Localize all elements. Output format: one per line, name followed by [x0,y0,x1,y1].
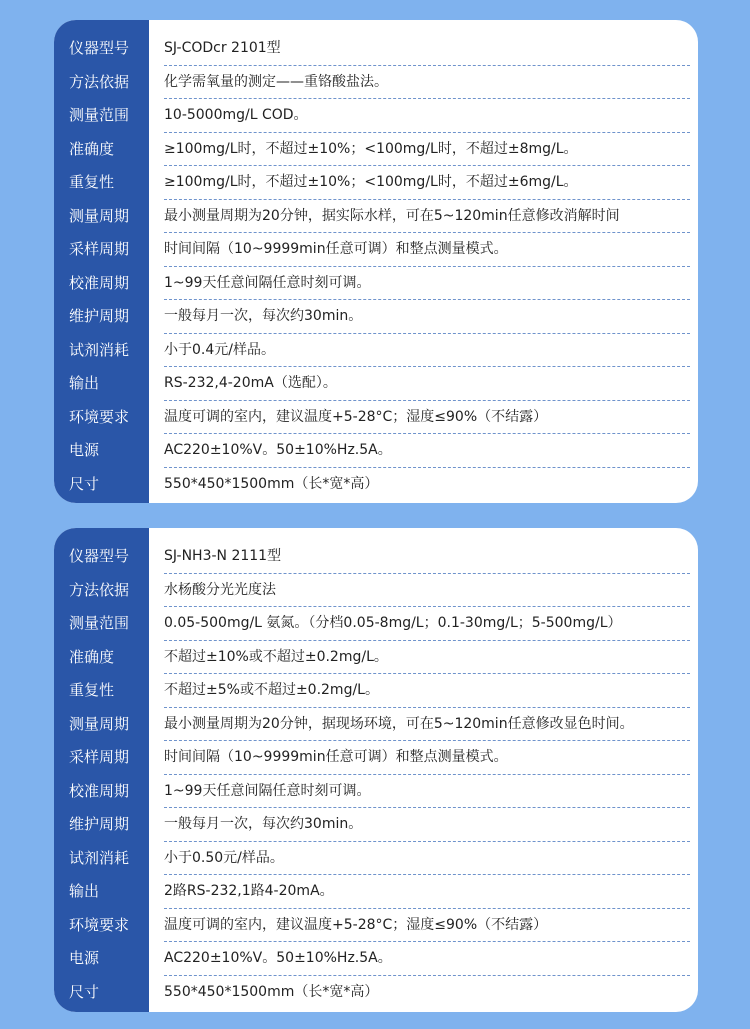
spec-label: 仪器型号 [69,547,130,565]
spec-value: 一般每月一次，每次约30min。 [164,300,690,334]
spec-card-codcr [54,20,698,503]
spec-label: 环境要求 [69,915,130,934]
spec-value: 550*450*1500mm（长*宽*高） [164,475,379,492]
spec-label: 输出 [69,374,100,392]
spec-label: 重复性 [69,681,115,699]
spec-label: 环境要求 [69,407,130,426]
spec-value: 时间间隔（10~9999min任意可调）和整点测量模式。 [164,741,690,775]
spec-value: 550*450*1500mm（长*宽*高） [164,983,379,1000]
spec-value: RS-232,4-20mA（选配）。 [164,367,690,401]
spec-label: 试剂消耗 [69,848,130,867]
spec-value: 最小测量周期为20分钟，据实际水样，可在5~120min任意修改消解时间 [164,200,690,234]
spec-label: 电源 [69,441,100,459]
spec-value: ≥100mg/L时，不超过±10%；<100mg/L时，不超过±8mg/L。 [164,133,690,167]
spec-label: 方法依据 [69,72,130,91]
spec-label: 尺寸 [69,474,100,493]
spec-value: 小于0.50元/样品。 [164,842,690,876]
spec-value: 一般每月一次，每次约30min。 [164,808,690,842]
spec-label: 测量范围 [69,106,130,124]
spec-label-column [54,528,149,1012]
spec-value: 时间间隔（10~9999min任意可调）和整点测量模式。 [164,233,690,267]
spec-value: 不超过±10%或不超过±0.2mg/L。 [164,641,690,675]
spec-label: 输出 [69,882,100,900]
spec-value: 2路RS-232,1路4-20mA。 [164,875,690,909]
spec-label: 试剂消耗 [69,340,130,359]
spec-value: 水杨酸分光光度法 [164,574,690,608]
spec-value: AC220±10%V。50±10%Hz.5A。 [164,942,690,976]
spec-label: 采样周期 [69,748,130,766]
spec-label: 校准周期 [69,781,130,800]
spec-value: 0.05-500mg/L 氨氮。（分档0.05-8mg/L；0.1-30mg/L；5-500mg/L） [164,607,690,641]
spec-value: 不超过±5%或不超过±0.2mg/L。 [164,674,690,708]
spec-label: 测量周期 [69,714,130,733]
spec-value: 小于0.4元/样品。 [164,334,690,368]
spec-value: 10-5000mg/L COD。 [164,99,690,133]
spec-label: 维护周期 [69,815,130,833]
spec-value: SJ-NH3-N 2111型 [164,540,690,574]
spec-label-column [54,20,149,503]
spec-value: 1~99天任意间隔任意时刻可调。 [164,775,690,809]
spec-value: ≥100mg/L时，不超过±10%；<100mg/L时，不超过±6mg/L。 [164,166,690,200]
spec-label: 采样周期 [69,240,130,258]
spec-label: 维护周期 [69,307,130,325]
spec-value-column [149,528,698,1012]
spec-label: 测量周期 [69,206,130,225]
spec-value-column [149,20,698,503]
spec-value: AC220±10%V。50±10%Hz.5A。 [164,434,690,468]
spec-card-nh3n [54,528,698,1012]
spec-label: 准确度 [69,139,115,158]
spec-label: 测量范围 [69,614,130,632]
spec-label: 仪器型号 [69,39,130,57]
spec-label: 方法依据 [69,580,130,599]
spec-value: 最小测量周期为20分钟，据现场环境，可在5~120min任意修改显色时间。 [164,708,690,742]
spec-label: 电源 [69,949,100,967]
spec-value: 1~99天任意间隔任意时刻可调。 [164,267,690,301]
spec-value: SJ-CODcr 2101型 [164,32,690,66]
spec-value: 化学需氧量的测定——重铬酸盐法。 [164,66,690,100]
spec-value: 温度可调的室内，建议温度+5-28°C；湿度≤90%（不结露） [164,401,690,435]
spec-label: 尺寸 [69,982,100,1001]
spec-value: 温度可调的室内，建议温度+5-28°C；湿度≤90%（不结露） [164,909,690,943]
spec-label: 重复性 [69,173,115,191]
spec-label: 校准周期 [69,273,130,292]
spec-label: 准确度 [69,647,115,666]
